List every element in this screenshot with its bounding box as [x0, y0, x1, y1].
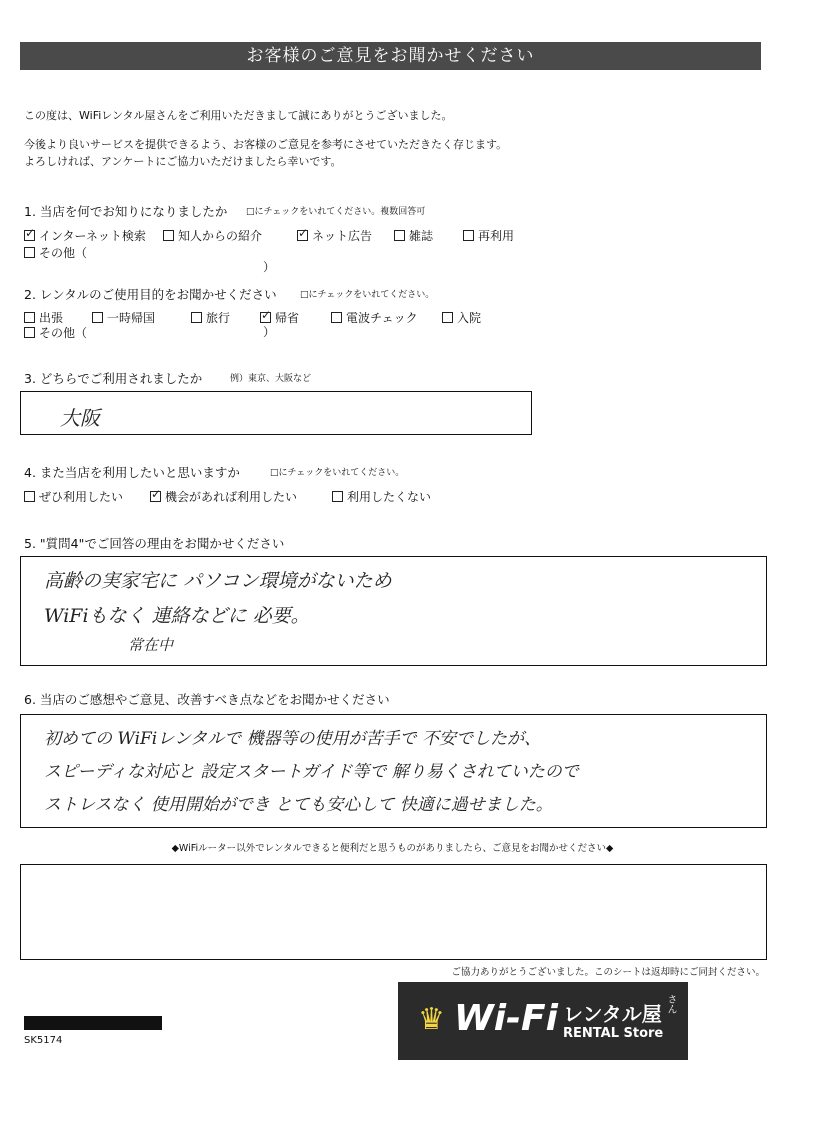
q2-option-temp-return[interactable]: 一時帰国: [92, 309, 155, 326]
logo-san-text: さん: [665, 994, 676, 1014]
logo-jp-text: レンタル屋: [563, 1002, 662, 1026]
question-2-label: 2. レンタルのご使用目的をお聞かせください: [24, 287, 277, 302]
question-3-label: 3. どちらでご利用されましたか: [24, 371, 203, 386]
checkbox[interactable]: [24, 312, 35, 323]
question-1-hint: □にチェックをいれてください。複数回答可: [246, 207, 426, 217]
checkbox[interactable]: [332, 491, 343, 502]
checkbox-checked[interactable]: [260, 312, 271, 323]
q3-handwritten-answer: 大阪: [60, 406, 100, 430]
q2-option-hospital[interactable]: 入院: [442, 309, 481, 326]
question-3-hint: 例）東京、大阪など: [230, 374, 312, 384]
checkbox-checked[interactable]: [24, 230, 35, 241]
question-4-label: 4. また当店を利用したいと思いますか: [24, 465, 240, 480]
q2-option-travel[interactable]: 旅行: [191, 309, 230, 326]
checkbox[interactable]: [163, 230, 174, 241]
q2-other-close: ）: [263, 325, 276, 339]
checkbox[interactable]: [92, 312, 103, 323]
form-code: SK5174: [24, 1035, 63, 1046]
q1-option-net-ad[interactable]: ✓ ネット広告: [297, 227, 372, 244]
crown-icon: ♛: [418, 1002, 445, 1037]
checkbox-checked[interactable]: [297, 230, 308, 241]
question-6-label: 6. 当店のご感想やご意見、改善すべき点などをお聞かせください: [24, 692, 390, 707]
q4-option-definitely[interactable]: ぜひ利用したい: [24, 488, 123, 505]
checkbox-checked[interactable]: [150, 491, 161, 502]
q1-option-magazine[interactable]: 雑誌: [394, 227, 433, 244]
q2-option-other[interactable]: その他（: [24, 324, 87, 341]
logo-wifi-text: Wi-Fi: [454, 998, 558, 1039]
question-7-label: ◆WiFiルーター以外でレンタルできると便利だと思うものがありましたら、ご意見をお聞かせください◆: [171, 843, 614, 854]
logo-en-text: RENTAL Store: [563, 1026, 664, 1041]
q6-handwritten-line-2: スピーディな対応と 設定スタートガイド等で 解り易くされていたので: [44, 762, 579, 782]
question-1-label: 1. 当店を何でお知りになりましたか: [24, 204, 228, 219]
brand-logo: [398, 982, 688, 1060]
q6-handwritten-line-1: 初めての WiFiレンタルで 機器等の使用が苦手で 不安でしたが、: [44, 729, 541, 749]
q7-answer-box[interactable]: [20, 864, 767, 960]
q1-option-other[interactable]: その他（: [24, 244, 87, 261]
q1-option-referral[interactable]: 知人からの紹介: [163, 227, 262, 244]
q2-option-signal-check[interactable]: 電波チェック: [331, 309, 418, 326]
page-title: お客様のご意見をお聞かせください: [20, 42, 761, 70]
q4-option-if-chance[interactable]: ✓ 機会があれば利用したい: [150, 488, 297, 505]
q5-handwritten-line-2: WiFiもなく 連絡などに 必要。: [44, 605, 310, 627]
intro-line-1: この度は、WiFiレンタル屋さんをご利用いただきまして誠にありがとうございました。: [24, 109, 453, 122]
checkbox[interactable]: [463, 230, 474, 241]
q4-option-no[interactable]: 利用したくない: [332, 488, 431, 505]
q2-option-business[interactable]: 出張: [24, 309, 63, 326]
checkbox[interactable]: [331, 312, 342, 323]
q6-handwritten-line-3: ストレスなく 使用開始ができ とても安心して 快適に過せました。: [44, 795, 553, 815]
checkbox[interactable]: [442, 312, 453, 323]
q5-handwritten-insert: 常在中: [128, 636, 174, 654]
checkbox[interactable]: [24, 491, 35, 502]
checkbox[interactable]: [24, 327, 35, 338]
q1-other-close: ）: [263, 260, 276, 274]
q1-option-internet[interactable]: ✓インターネット検索: [24, 227, 146, 244]
question-2-hint: □にチェックをいれてください。: [300, 290, 435, 300]
question-4-hint: □にチェックをいれてください。: [270, 468, 405, 478]
q2-option-homecoming[interactable]: ✓ 帰省: [260, 309, 299, 326]
checkbox[interactable]: [24, 247, 35, 258]
checkbox[interactable]: [191, 312, 202, 323]
q1-option-reuse[interactable]: 再利用: [463, 227, 514, 244]
question-5-label: 5. "質問4"でご回答の理由をお聞かせください: [24, 536, 285, 551]
redacted-barcode: [24, 1016, 162, 1030]
thanks-note: ご協力ありがとうございました。このシートは返却時にご同封ください。: [451, 967, 765, 978]
q5-handwritten-line-1: 高齢の実家宅に パソコン環境がないため: [44, 570, 392, 592]
checkbox[interactable]: [394, 230, 405, 241]
intro-line-2: 今後より良いサービスを提供できるよう、お客様のご意見を参考にさせていただきたく存じます。: [24, 138, 508, 151]
intro-line-3: よろしければ、アンケートにご協力いただけましたら幸いです。: [24, 155, 342, 168]
